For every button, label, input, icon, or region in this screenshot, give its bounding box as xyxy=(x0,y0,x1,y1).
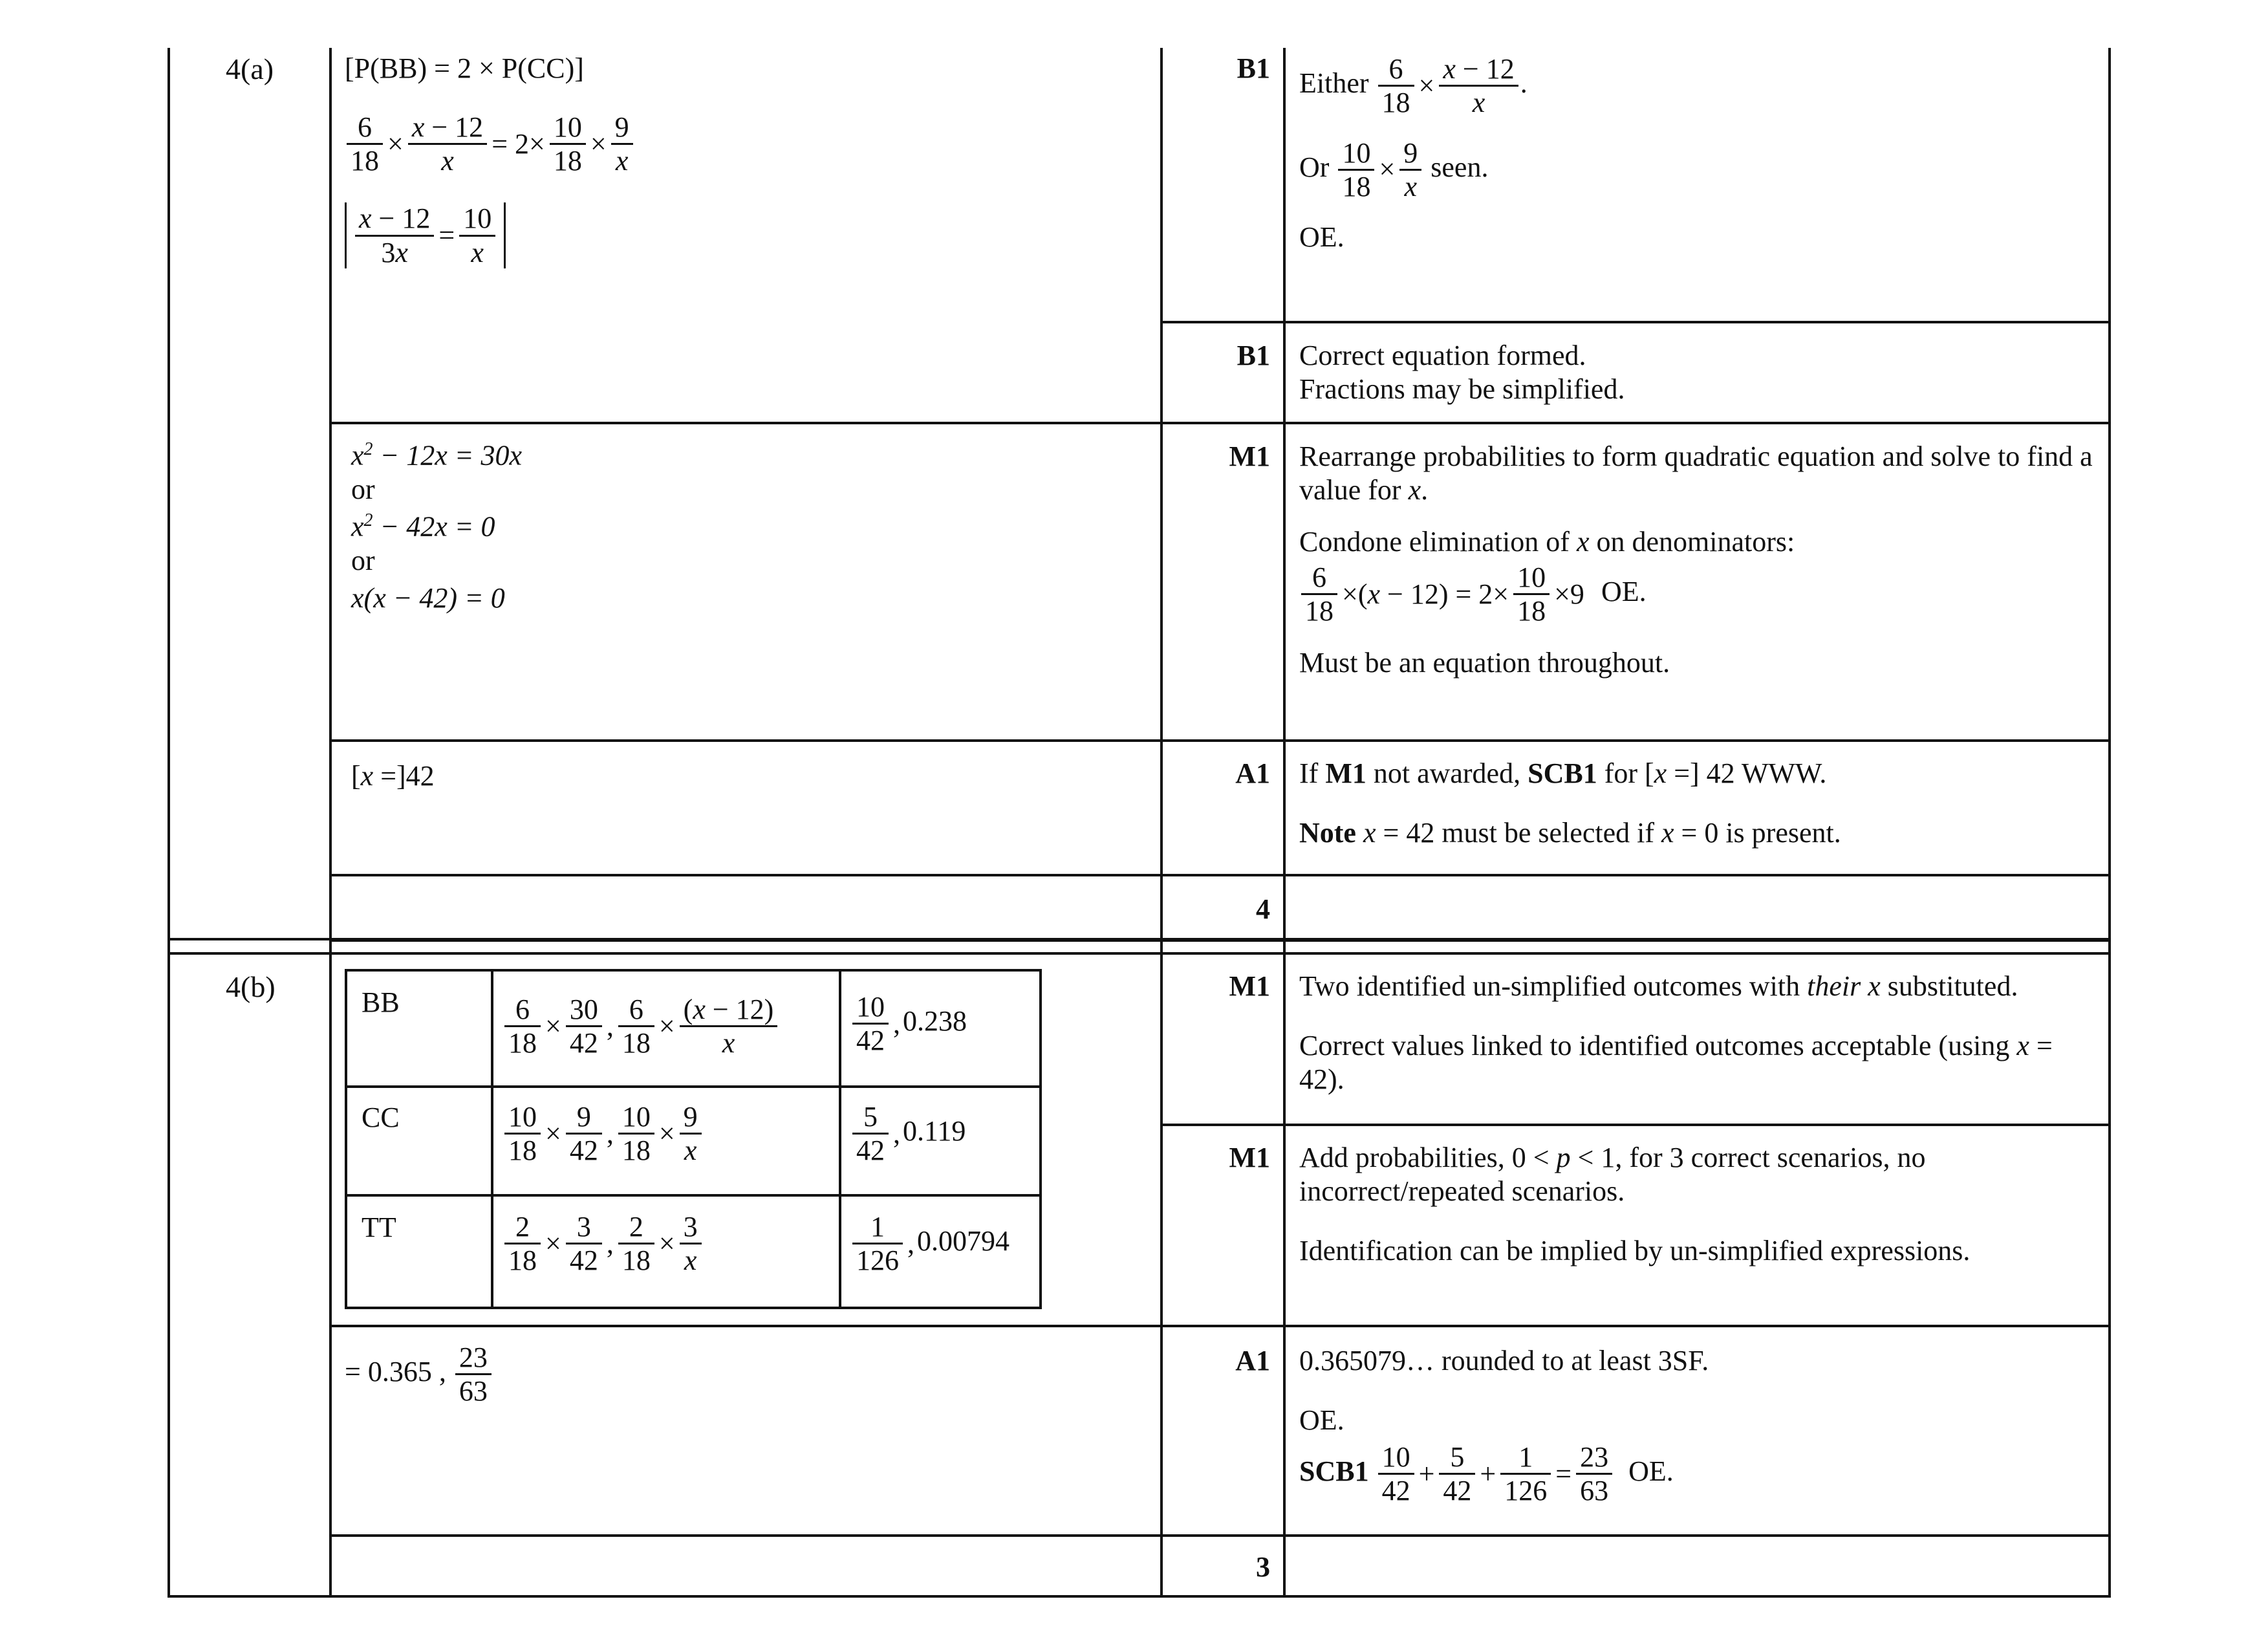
answer-equation: $\frac{6}{18}$ × $\frac{x - 12}{x}$ = 2× $\frac{10}{18}$ × $\frac{9}{x}$ xyxy=(345,111,635,177)
if-text: If xyxy=(1299,757,1319,789)
oe-label-b: OE. xyxy=(1299,1404,1345,1436)
mark-m1-b-2: M1 xyxy=(1229,1142,1270,1173)
guidance-m1-b: Two identified un-simplified outcomes with their x substituted. Correct values linked to identified outcomes acceptable (using x = 42). xyxy=(1299,970,2053,1095)
outcome-expr-tt: $\frac{2}{18}$ × $\frac{3}{42}$ , $\frac{2}{18}$ × $\frac{3}{x}$ xyxy=(502,1211,704,1277)
if-scb1: SCB1 xyxy=(1528,757,1597,789)
condone-text-2: on denominators: xyxy=(1596,525,1795,558)
cc-decimal: 0.119 xyxy=(903,1114,966,1147)
answer-value: 42 xyxy=(405,760,435,792)
must-text: Must be an equation throughout. xyxy=(1299,647,1670,679)
answer-4a-equation xyxy=(345,52,635,268)
outcome-label-cc: CC xyxy=(362,1102,400,1133)
total-marks-4a: 4 xyxy=(1256,893,1270,925)
or-word: or xyxy=(351,473,375,505)
guidance-m1-b-2: Add probabilities, 0 < p < 1, for 3 correct scenarios, no incorrect/repeated scenarios. Identification can be implied by un-simplified expressions. xyxy=(1299,1141,2095,1268)
outcome-expr-bb: $\frac{6}{18}$ × $\frac{30}{42}$ , $\frac{6}{18}$ × $\frac{(x - 12)}{x}$ xyxy=(502,994,779,1060)
correct-values-eq: = xyxy=(2036,1029,2053,1061)
answer-quadratic: $x^2 - 12x = 30x$ or $x^2 - 42x = 0$ or x(x − 42) = 0 xyxy=(351,439,522,614)
oe-label: OE. xyxy=(1299,221,1345,254)
guidance-a1-b: 0.365079… rounded to at least 3SF. OE. SCB1 $\frac{10}{42}$ + $\frac{5}{42}$ + $\frac{1}{126}$ = $\frac{23}{63}$ OE. xyxy=(1299,1344,2095,1506)
question-number-4b: 4(b) xyxy=(226,970,275,1003)
outcome-label-bb: BB xyxy=(362,986,400,1018)
guidance-b1: Either $\frac{6}{18}$ × $\frac{x - 12}{x}$ . Or $\frac{10}{18}$ × $\frac{9}{x}$ seen. OE. xyxy=(1299,53,2095,254)
if-text-3: for [ xyxy=(1604,757,1654,789)
final-decimal: = 0.365 , xyxy=(345,1355,446,1387)
two-text-2: substituted. xyxy=(1887,970,2018,1002)
if-m1: M1 xyxy=(1325,757,1366,789)
mark-m1-b: M1 xyxy=(1229,970,1270,1002)
seen-label: seen. xyxy=(1431,151,1489,183)
note-text: = 42 must be selected if xyxy=(1383,816,1654,849)
or-label: Or xyxy=(1299,151,1330,183)
condone-text: Condone elimination of xyxy=(1299,525,1570,558)
simplified-equation: $\frac{x - 12}{3x}$ = $\frac{10}{x}$ xyxy=(345,202,635,268)
two-text: Two identified un-simplified outcomes with xyxy=(1299,970,1800,1002)
or-word-2: or xyxy=(351,545,375,577)
note-text-2: = 0 is present. xyxy=(1681,816,1841,849)
final-answer: = 0.365 , $\frac{23}{63}$ xyxy=(345,1342,493,1407)
answer-x-value: [x =]42 xyxy=(351,760,435,792)
correct-values-text: Correct values linked to identified outcomes acceptable (using xyxy=(1299,1029,2010,1061)
fractions-text: Fractions may be simplified. xyxy=(1299,373,1625,405)
add-text-2: < 1, for 3 correct scenarios, no incorrect/repeated scenarios. xyxy=(1299,1142,1926,1207)
note-label: Note xyxy=(1299,816,1356,849)
rounded-text: 0.365079… rounded to at least 3SF. xyxy=(1299,1345,1709,1376)
either-label: Either xyxy=(1299,67,1369,99)
rearrange-text: Rearrange probabilities to form quadratic equation and solve to find a value for xyxy=(1299,440,2093,506)
oe-label-2: OE. xyxy=(1601,575,1647,607)
outcome-value-bb: $\frac{10}{42}$ ,0.238 xyxy=(850,991,967,1057)
outcome-value-tt: $\frac{1}{126}$ ,0.00794 xyxy=(850,1211,1010,1277)
mark-m1: M1 xyxy=(1229,440,1270,472)
correct-equation-text: Correct equation formed. xyxy=(1299,340,1586,371)
guidance-b1-2 xyxy=(1299,339,2095,406)
outcome-label-tt: TT xyxy=(362,1212,396,1243)
outcomes-table xyxy=(345,969,1042,1309)
scb1-label: SCB1 xyxy=(1299,1455,1369,1487)
outcome-expr-cc: $\frac{10}{18}$ × $\frac{9}{42}$ , $\frac{10}{18}$ × $\frac{9}{x}$ xyxy=(502,1101,704,1167)
oe-label-b-2: OE. xyxy=(1628,1455,1674,1487)
mark-b1: B1 xyxy=(1237,52,1270,84)
outcome-value-cc: $\frac{5}{42}$ ,0.119 xyxy=(850,1101,966,1167)
question-number-4a: 4(a) xyxy=(226,52,274,85)
answer-line: [P(BB) = 2 × P(CC)] xyxy=(345,52,584,84)
mark-a1: A1 xyxy=(1235,757,1270,789)
identification-text: Identification can be implied by un-simplified expressions. xyxy=(1299,1234,1971,1266)
total-marks-4b: 3 xyxy=(1256,1551,1270,1583)
guidance-a1: If M1 not awarded, SCB1 for [x =] 42 WWW. Note x = 42 must be selected if x = 0 is present. xyxy=(1299,757,1841,849)
tt-decimal: 0.00794 xyxy=(917,1224,1010,1257)
add-text: Add probabilities, 0 < xyxy=(1299,1142,1550,1173)
correct-values-text-2: 42). xyxy=(1299,1063,1345,1095)
if-text-4: =] 42 WWW. xyxy=(1674,757,1827,789)
mark-b1-2: B1 xyxy=(1237,340,1270,371)
mark-scheme-table xyxy=(167,48,2111,1598)
if-text-2: not awarded, xyxy=(1373,757,1521,789)
two-their: their xyxy=(1807,970,1861,1002)
mark-a1-b: A1 xyxy=(1235,1345,1270,1376)
guidance-m1: Rearrange probabilities to form quadratic equation and solve to find a value for x. Condone elimination of x on denominators: $\frac{6}{18}$ ×(x − 12) = 2× $\frac{10}{18}$ ×9 OE. Must be an equation throughout. xyxy=(1299,440,2095,680)
bb-decimal: 0.238 xyxy=(903,1005,967,1037)
